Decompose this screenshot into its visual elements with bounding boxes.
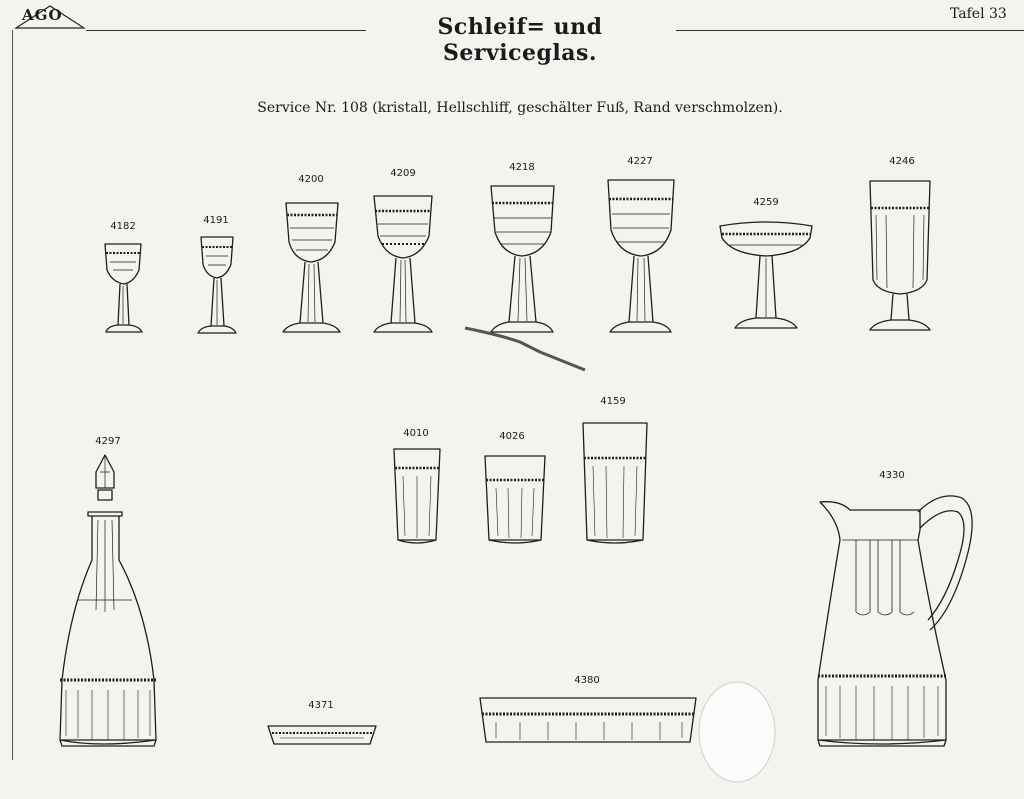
- glass-4218-illustration: [491, 186, 554, 332]
- glass-4182-illustration: [105, 244, 142, 332]
- pencil-smudge-mark: [465, 328, 585, 370]
- item-number-4200: 4200: [298, 174, 324, 185]
- item-number-4380: 4380: [574, 675, 600, 686]
- glass-4227-illustration: [608, 180, 674, 332]
- item-number-4209: 4209: [390, 168, 416, 179]
- dish-4371-illustration: [268, 726, 376, 744]
- tumbler-4159-illustration: [583, 423, 647, 543]
- plate-number: Tafel 33: [950, 6, 1007, 22]
- glass-4246-illustration: [870, 181, 930, 330]
- item-number-4246: 4246: [889, 156, 915, 167]
- tumbler-4010-illustration: [394, 449, 440, 543]
- item-number-4159: 4159: [600, 396, 626, 407]
- item-number-4227: 4227: [627, 156, 653, 167]
- glass-4191-illustration: [198, 237, 236, 333]
- pitcher-4330-illustration: [818, 496, 972, 746]
- tumbler-4026-illustration: [485, 456, 545, 543]
- decanter-4297-illustration: [60, 455, 156, 746]
- item-number-4259: 4259: [753, 197, 779, 208]
- service-description: Service Nr. 108 (kristall, Hellschliff, geschälter Fuß, Rand verschmolzen).: [257, 100, 783, 116]
- item-number-4297: 4297: [95, 436, 121, 447]
- item-number-4010: 4010: [403, 428, 429, 439]
- item-number-4191: 4191: [203, 215, 229, 226]
- item-number-4218: 4218: [509, 162, 535, 173]
- tray-4380-illustration: [480, 698, 696, 742]
- item-number-4330: 4330: [879, 470, 905, 481]
- glass-4209-illustration: [374, 196, 432, 332]
- logo-text: AGO: [22, 6, 63, 24]
- item-number-4371: 4371: [308, 700, 334, 711]
- item-number-4026: 4026: [499, 431, 525, 442]
- glass-4259-illustration: [720, 222, 812, 328]
- paper-stain-mark: [699, 682, 775, 782]
- item-number-4182: 4182: [110, 221, 136, 232]
- glass-4200-illustration: [283, 203, 340, 332]
- page-title: Schleif= und Serviceglas.: [437, 14, 603, 66]
